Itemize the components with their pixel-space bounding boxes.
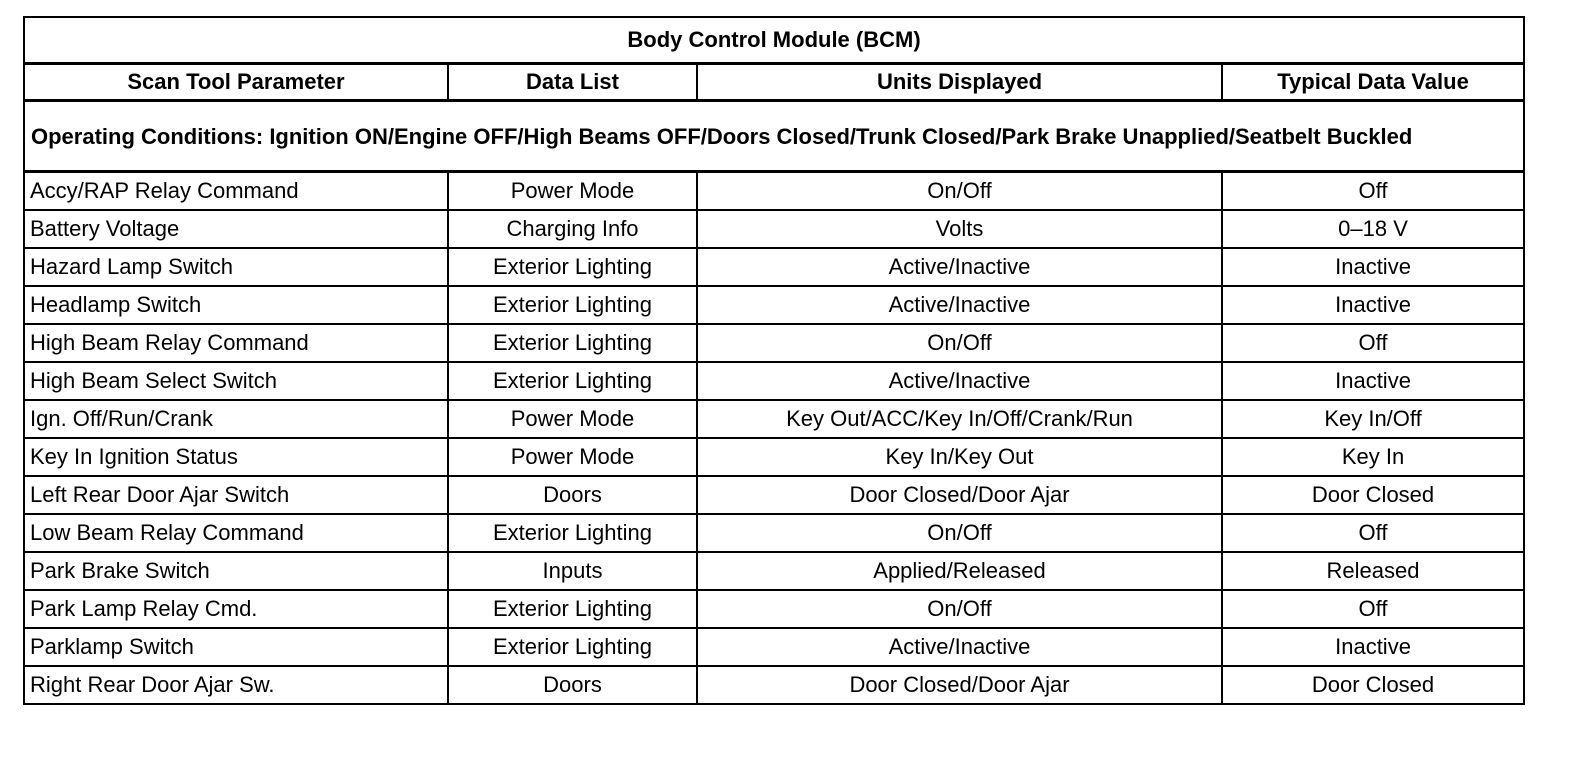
parameter-cell: High Beam Select Switch xyxy=(24,362,448,400)
units-cell: Key Out/ACC/Key In/Off/Crank/Run xyxy=(697,400,1222,438)
typical-value-cell: Door Closed xyxy=(1222,476,1524,514)
data-list-cell: Exterior Lighting xyxy=(448,248,697,286)
operating-conditions: Operating Conditions: Ignition ON/Engine OFF/High Beams OFF/Doors Closed/Trunk Closed/Park Brake Unapplied/Seatbelt Buckled xyxy=(24,101,1524,172)
units-cell: Volts xyxy=(697,210,1222,248)
typical-value-cell: Inactive xyxy=(1222,286,1524,324)
typical-value-cell: Released xyxy=(1222,552,1524,590)
column-header-data-list: Data List xyxy=(448,64,697,101)
data-list-cell: Doors xyxy=(448,666,697,704)
data-list-cell: Power Mode xyxy=(448,172,697,211)
parameter-cell: Park Lamp Relay Cmd. xyxy=(24,590,448,628)
data-list-cell: Power Mode xyxy=(448,438,697,476)
data-list-cell: Exterior Lighting xyxy=(448,514,697,552)
data-list-cell: Exterior Lighting xyxy=(448,628,697,666)
units-cell: Key In/Key Out xyxy=(697,438,1222,476)
table-row xyxy=(24,400,1524,438)
table-row xyxy=(24,324,1524,362)
table-row xyxy=(24,438,1524,476)
bcm-data-table-container xyxy=(23,16,1523,705)
table-body xyxy=(24,172,1524,705)
column-header-typical-value: Typical Data Value xyxy=(1222,64,1524,101)
typical-value-cell: Inactive xyxy=(1222,248,1524,286)
table-row xyxy=(24,514,1524,552)
table-row xyxy=(24,210,1524,248)
data-list-cell: Inputs xyxy=(448,552,697,590)
typical-value-cell: Key In xyxy=(1222,438,1524,476)
data-list-cell: Doors xyxy=(448,476,697,514)
parameter-cell: Battery Voltage xyxy=(24,210,448,248)
units-cell: On/Off xyxy=(697,590,1222,628)
data-list-cell: Charging Info xyxy=(448,210,697,248)
parameter-cell: High Beam Relay Command xyxy=(24,324,448,362)
table-row xyxy=(24,552,1524,590)
table-title-row xyxy=(24,17,1524,64)
parameter-cell: Parklamp Switch xyxy=(24,628,448,666)
units-cell: On/Off xyxy=(697,324,1222,362)
data-list-cell: Power Mode xyxy=(448,400,697,438)
parameter-cell: Low Beam Relay Command xyxy=(24,514,448,552)
parameter-cell: Park Brake Switch xyxy=(24,552,448,590)
typical-value-cell: 0–18 V xyxy=(1222,210,1524,248)
data-list-cell: Exterior Lighting xyxy=(448,362,697,400)
table-title: Body Control Module (BCM) xyxy=(24,17,1524,64)
parameter-cell: Left Rear Door Ajar Switch xyxy=(24,476,448,514)
data-list-cell: Exterior Lighting xyxy=(448,590,697,628)
column-header-row xyxy=(24,64,1524,101)
typical-value-cell: Off xyxy=(1222,324,1524,362)
table-row xyxy=(24,172,1524,211)
typical-value-cell: Key In/Off xyxy=(1222,400,1524,438)
typical-value-cell: Off xyxy=(1222,172,1524,211)
parameter-cell: Headlamp Switch xyxy=(24,286,448,324)
table-row xyxy=(24,628,1524,666)
typical-value-cell: Inactive xyxy=(1222,362,1524,400)
parameter-cell: Accy/RAP Relay Command xyxy=(24,172,448,211)
units-cell: On/Off xyxy=(697,514,1222,552)
data-list-cell: Exterior Lighting xyxy=(448,286,697,324)
column-header-parameter: Scan Tool Parameter xyxy=(24,64,448,101)
table-row xyxy=(24,362,1524,400)
parameter-cell: Hazard Lamp Switch xyxy=(24,248,448,286)
units-cell: Door Closed/Door Ajar xyxy=(697,666,1222,704)
units-cell: Active/Inactive xyxy=(697,628,1222,666)
units-cell: Door Closed/Door Ajar xyxy=(697,476,1222,514)
column-header-units: Units Displayed xyxy=(697,64,1222,101)
units-cell: Active/Inactive xyxy=(697,248,1222,286)
typical-value-cell: Door Closed xyxy=(1222,666,1524,704)
data-list-cell: Exterior Lighting xyxy=(448,324,697,362)
operating-conditions-row xyxy=(24,101,1524,172)
bcm-data-table xyxy=(23,16,1525,705)
typical-value-cell: Off xyxy=(1222,590,1524,628)
parameter-cell: Key In Ignition Status xyxy=(24,438,448,476)
table-row xyxy=(24,590,1524,628)
table-row xyxy=(24,476,1524,514)
units-cell: Active/Inactive xyxy=(697,362,1222,400)
typical-value-cell: Off xyxy=(1222,514,1524,552)
units-cell: Active/Inactive xyxy=(697,286,1222,324)
typical-value-cell: Inactive xyxy=(1222,628,1524,666)
table-row xyxy=(24,248,1524,286)
table-row xyxy=(24,666,1524,704)
parameter-cell: Right Rear Door Ajar Sw. xyxy=(24,666,448,704)
table-row xyxy=(24,286,1524,324)
parameter-cell: Ign. Off/Run/Crank xyxy=(24,400,448,438)
units-cell: On/Off xyxy=(697,172,1222,211)
units-cell: Applied/Released xyxy=(697,552,1222,590)
